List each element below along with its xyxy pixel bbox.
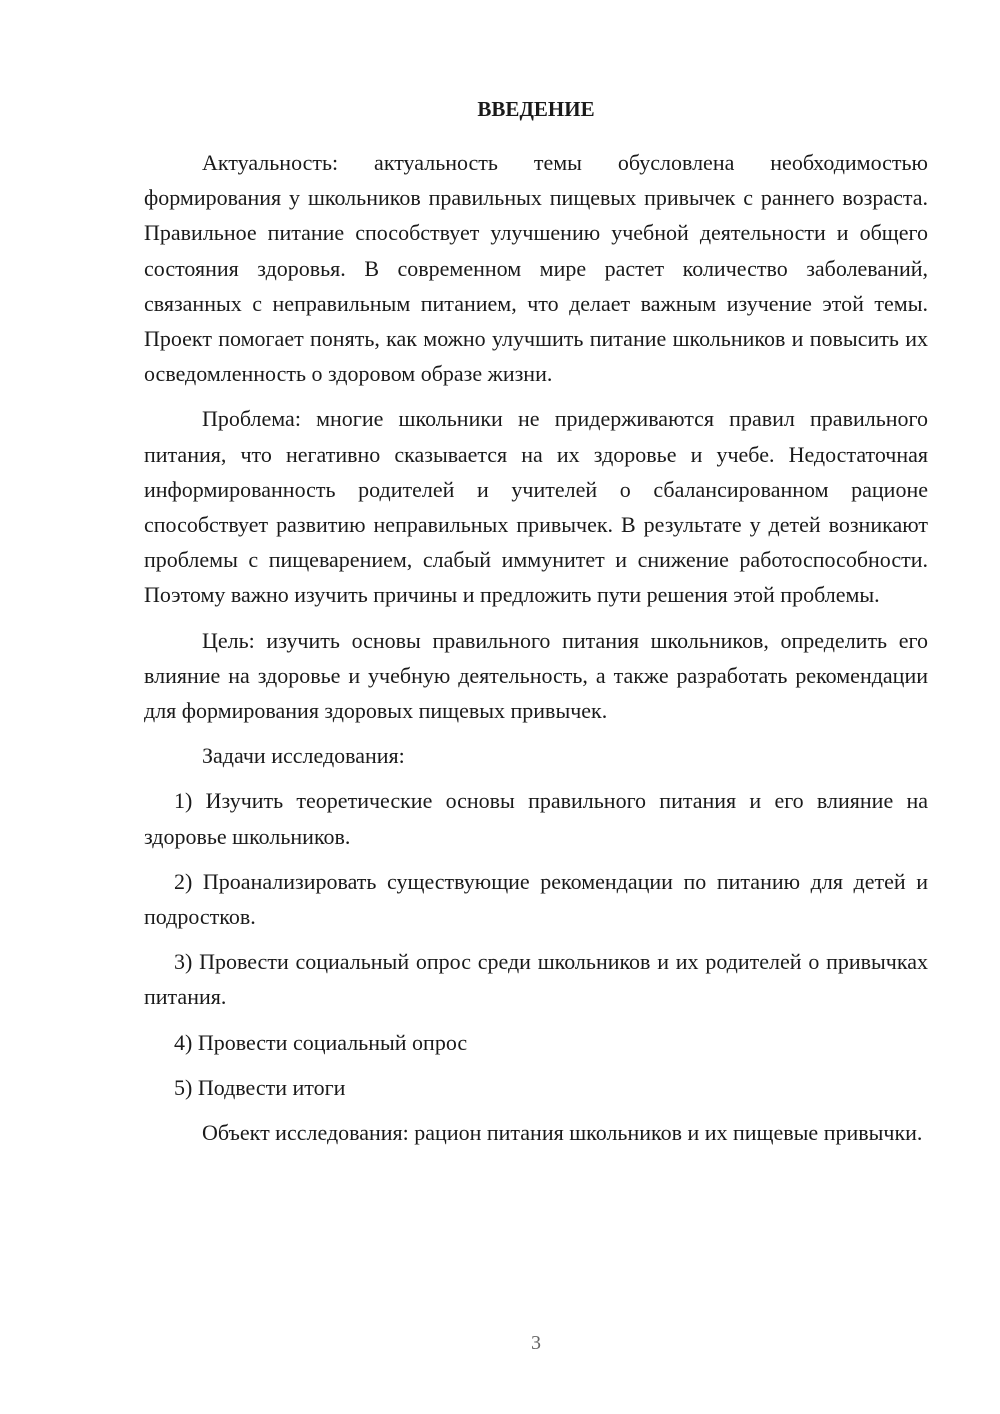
task-item: 3) Провести социальный опрос среди школьников и их родителей о привычках питания.	[144, 949, 928, 1010]
task-item: 5) Подвести итоги	[174, 1074, 346, 1100]
tasks-heading: Задачи исследования:	[202, 743, 405, 769]
task-item: 1) Изучить теоретические основы правильного питания и его влияние на здоровье школьников.	[144, 788, 928, 849]
paragraph-relevance: Актуальность: актуальность темы обусловлена необходимостью формирования у школьников правильных пищевых привычек с раннего возраста. Правильное питание способствует улучшению учебной деятельности и общего состояния здоровья. В современном мире растет количество заболеваний, связанных с неправильным питанием, что делает важным изучение этой темы. Проект помогает понять, как можно улучшить питание школьников и повысить их осведомленность о здоровом образе жизни.	[144, 150, 928, 387]
page-number: 3	[531, 1332, 541, 1354]
page-title: ВВЕДЕНИЕ	[477, 97, 595, 121]
task-item: 2) Проанализировать существующие рекомендации по питанию для детей и подростков.	[144, 868, 928, 930]
task-item: 4) Провести социальный опрос	[174, 1029, 468, 1055]
paragraph-goal: Цель: изучить основы правильного питания школьников, определить его влияние на здоровье и учебную деятельность, а также разработать рекомендации для формирования здоровых пищевых привычек.	[144, 627, 928, 724]
paragraph-problem: Проблема: многие школьники не придерживаются правил правильного питания, что негативно сказывается на их здоровье и учебе. Недостаточная информированность родителей и учителей о сбалансированном рационе способствует развитию неправильных привычек. В результате у детей возникают проблемы с пищеварением, слабый иммунитет и снижение работоспособности. Поэтому важно изучить причины и предложить пути решения этой проблемы.	[144, 406, 928, 608]
paragraph-object: Объект исследования: рацион питания школьников и их пищевые привычки.	[202, 1120, 923, 1146]
document-page	[144, 92, 928, 1160]
